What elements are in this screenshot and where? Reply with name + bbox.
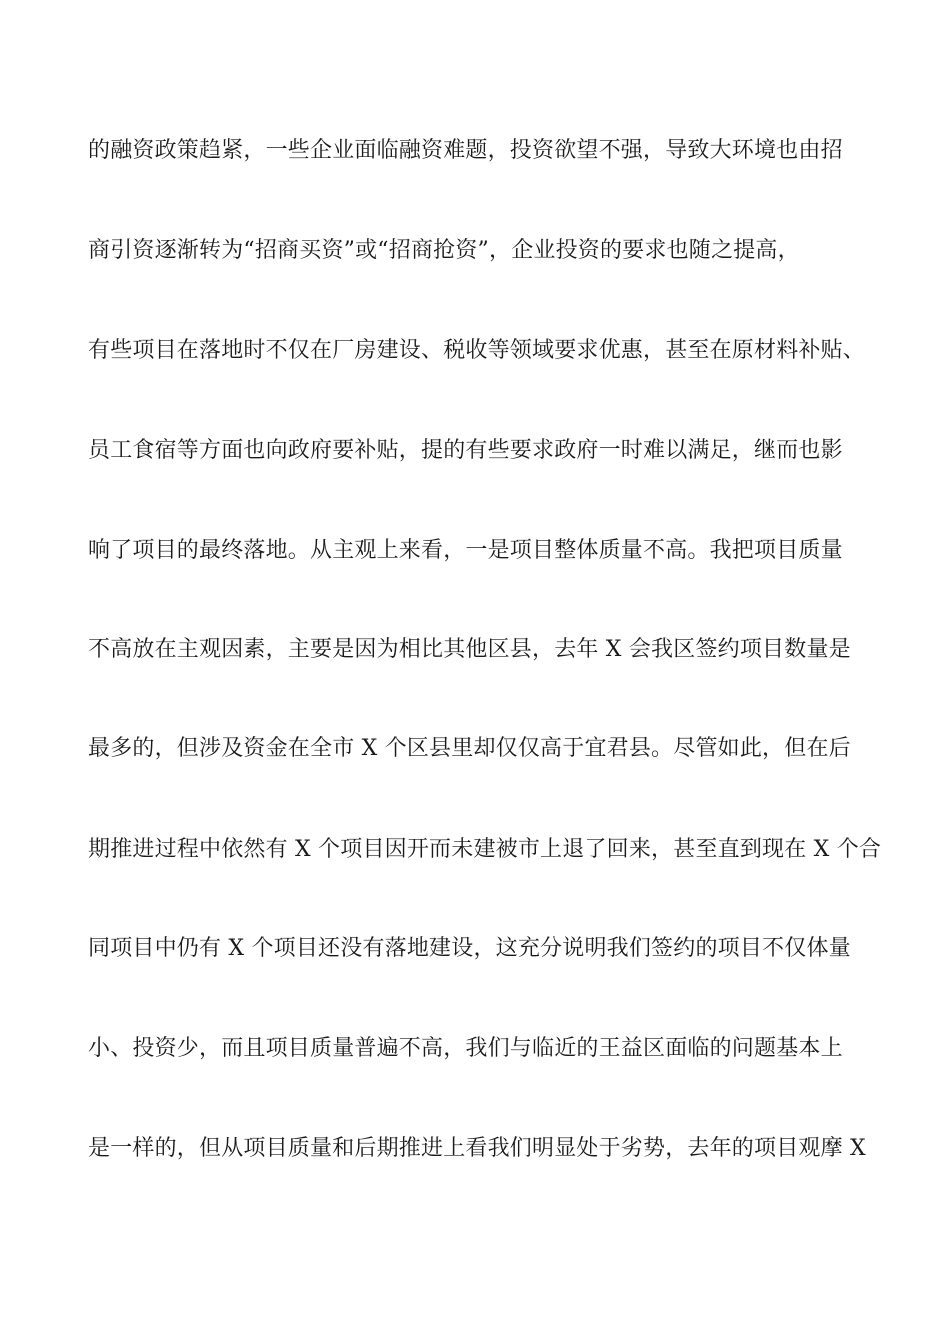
paragraph-line-8: 期推进过程中依然有 X 个项目因开而未建被市上退了回来，甚至直到现在 X 个合 — [88, 837, 882, 862]
paragraph-line-7: 最多的，但涉及资金在全市 X 个区县里却仅仅高于宜君县。尽管如此，但在后 — [88, 736, 851, 761]
paragraph-line-6: 不高放在主观因素，主要是因为相比其他区县，去年 X 会我区签约项目数量是 — [88, 637, 851, 662]
paragraph-line-2: 商引资逐渐转为“招商买资”或“招商抢资”，企业投资的要求也随之提高， — [88, 238, 800, 263]
paragraph-line-11: 是一样的，但从项目质量和后期推进上看我们明显处于劣势，去年的项目观摩 X — [88, 1136, 866, 1161]
paragraph-line-5: 响了项目的最终落地。从主观上来看，一是项目整体质量不高。我把项目质量 — [88, 538, 843, 563]
paragraph-line-9: 同项目中仍有 X 个项目还没有落地建设，这充分说明我们签约的项目不仅体量 — [88, 936, 851, 961]
paragraph-line-4: 员工食宿等方面也向政府要补贴，提的有些要求政府一时难以满足，继而也影 — [88, 438, 843, 463]
paragraph-line-10: 小、投资少，而且项目质量普遍不高，我们与临近的王益区面临的问题基本上 — [88, 1036, 843, 1061]
paragraph-line-3: 有些项目在落地时不仅在厂房建设、税收等领域要求优惠，甚至在原材料补贴、 — [88, 338, 866, 363]
paragraph-line-1: 的融资政策趋紧，一些企业面临融资难题，投资欲望不强，导致大环境也由招 — [88, 138, 843, 163]
